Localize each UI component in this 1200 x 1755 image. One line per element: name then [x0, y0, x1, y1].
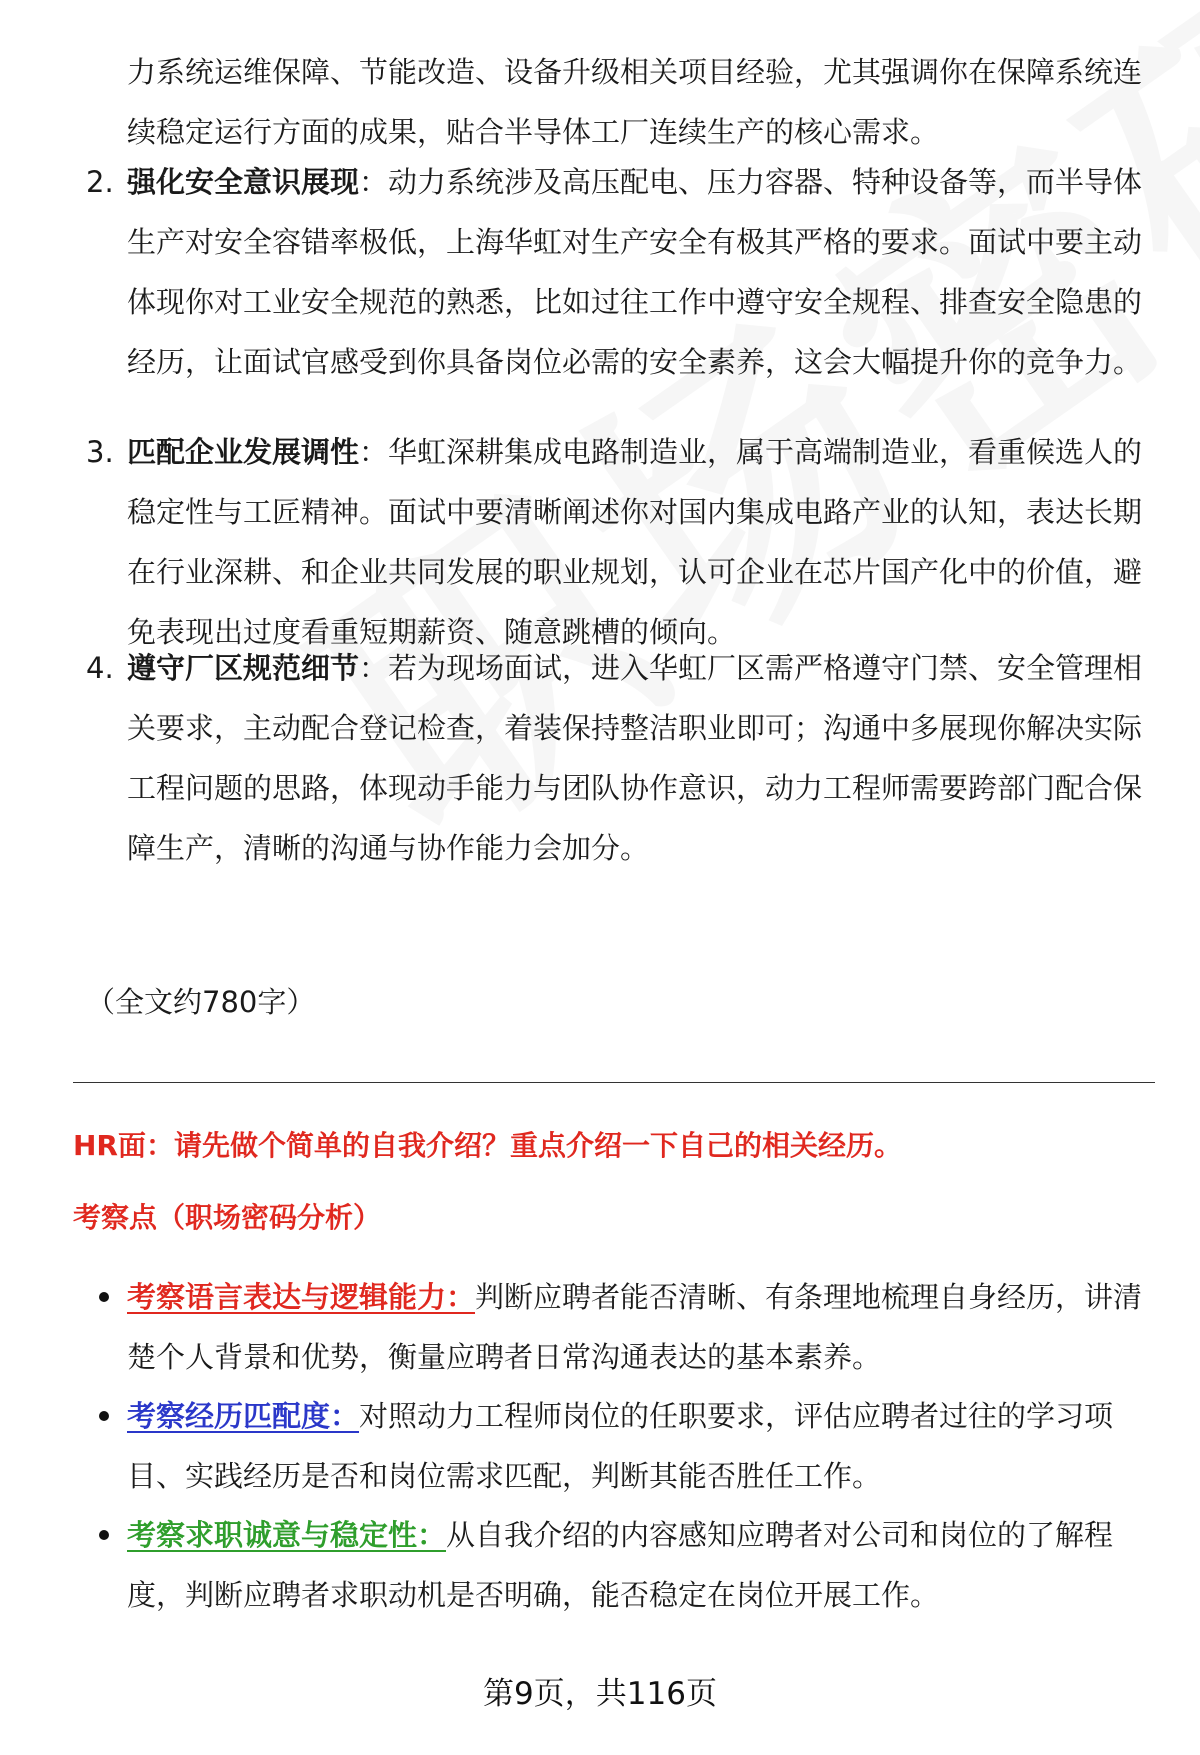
list-item-title: 遵守厂区规范细节 — [127, 651, 360, 685]
analysis-point-text: 判断应聘者能否清晰、有条理地梳理自身经历，讲清楚个人背景和优势，衡量应聘者日常沟通表达的基本素养。 — [127, 1280, 1143, 1374]
list-item-body: ：华虹深耕集成电路制造业，属于高端制造业，看重候选人的稳定性与工匠精神。面试中要清晰阐述你对国内集成电路产业的认知，表达长期在行业深耕、和企业共同发展的职业规划，认可企业在芯片国产化中的价值，避免表现出过度看重短期薪资、随意跳槽的倾向。 — [127, 435, 1143, 649]
list-item-number: 3. — [86, 435, 114, 469]
analysis-point-text: 从自我介绍的内容感知应聘者对公司和岗位的了解程度，判断应聘者求职动机是否明确，能否稳定在岗位开展工作。 — [127, 1518, 1114, 1612]
list-item — [127, 422, 1147, 662]
bullet-dot — [99, 1411, 109, 1421]
word-count-note: （全文约780字） — [86, 985, 316, 1019]
bullet-dot — [99, 1292, 109, 1302]
intro-tail-paragraph: 力系统运维保障、节能改造、设备升级相关项目经验，尤其强调你在保障系统连续稳定运行方面的成果，贴合半导体工厂连续生产的核心需求。 — [127, 55, 1143, 149]
bullet-dot — [99, 1530, 109, 1540]
list-item-body: ：动力系统涉及高压配电、压力容器、特种设备等，而半导体生产对安全容错率极低，上海华虹对生产安全有极其严格的要求。面试中要主动体现你对工业安全规范的熟悉，比如过往工作中遵守安全规程、排查安全隐患的经历，让面试官感受到你具备岗位必需的安全素养，这会大幅提升你的竞争力。 — [127, 165, 1143, 379]
analysis-point — [127, 1386, 1147, 1506]
list-item — [127, 638, 1147, 878]
list-item-number: 4. — [86, 651, 114, 685]
analysis-point-label: 考察语言表达与逻辑能力： — [127, 1280, 476, 1314]
analysis-point — [127, 1267, 1147, 1387]
list-item-body: ：若为现场面试，进入华虹厂区需严格遵守门禁、安全管理相关要求，主动配合登记检查，着装保持整洁职业即可；沟通中多展现你解决实际工程问题的思路，体现动手能力与团队协作意识，动力工程师需要跨部门配合保障生产，清晰的沟通与协作能力会加分。 — [127, 651, 1143, 865]
page-footer: 第9页，共116页 — [483, 1676, 717, 1712]
list-item — [127, 152, 1147, 392]
list-item-number: 2. — [86, 165, 114, 199]
list-item-title: 强化安全意识展现 — [127, 165, 360, 199]
analysis-point-text: 对照动力工程师岗位的任职要求，评估应聘者过往的学习项目、实践经历是否和岗位需求匹配，判断其能否胜任工作。 — [127, 1399, 1114, 1493]
analysis-heading: 考察点（职场密码分析） — [73, 1201, 382, 1234]
analysis-point-label: 考察求职诚意与稳定性： — [127, 1518, 447, 1552]
divider — [73, 1082, 1155, 1083]
analysis-point — [127, 1505, 1147, 1625]
hr-question-heading: HR面：请先做个简单的自我介绍？重点介绍一下自己的相关经历。 — [73, 1129, 902, 1162]
list-item-title: 匹配企业发展调性 — [127, 435, 360, 469]
analysis-point-label: 考察经历匹配度： — [127, 1399, 360, 1433]
